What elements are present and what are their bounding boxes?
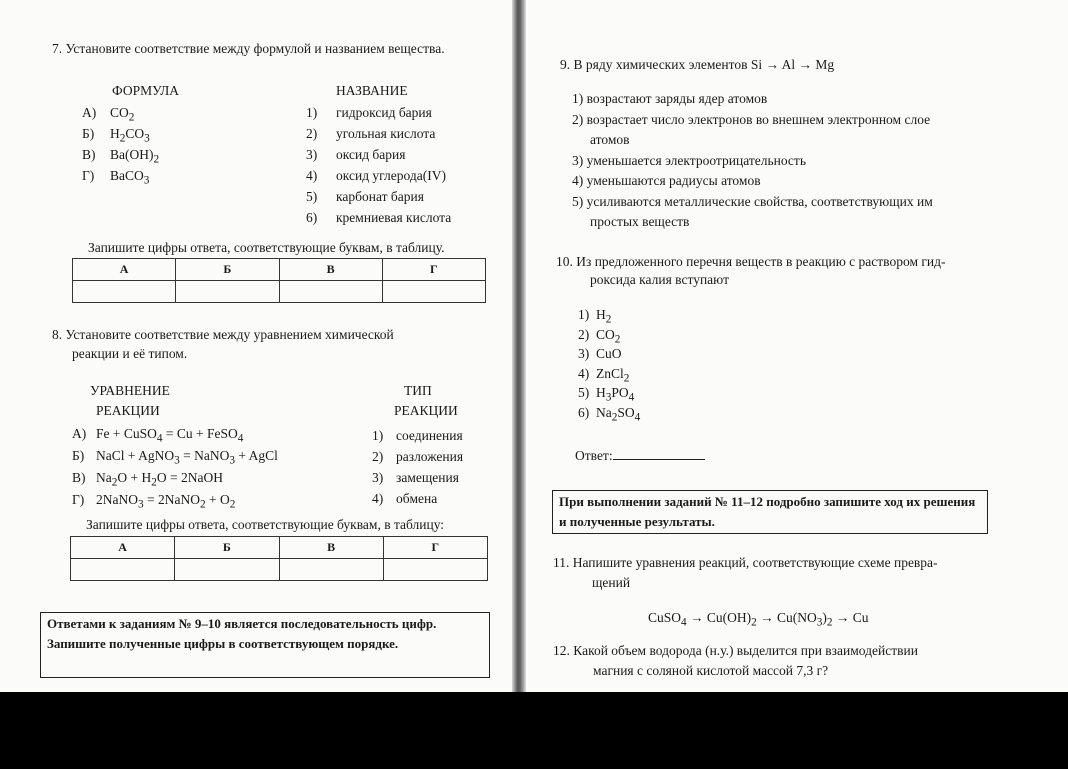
q10-option-formula: CuO xyxy=(596,346,622,361)
q8-answer-cell[interactable] xyxy=(383,559,487,581)
q7-name-number: 3) xyxy=(306,147,318,162)
q7-header-b: Б xyxy=(176,259,279,281)
q8-col-type-2: РЕАКЦИИ xyxy=(394,403,458,418)
q9-option xyxy=(572,193,933,210)
q8-type-number: 3) xyxy=(372,470,384,485)
q10-answer-label: Ответ: xyxy=(575,448,613,463)
q8-equation-text: Fe + CuSO$_4$ = Cu + FeSO$_4$ xyxy=(96,426,244,445)
q7-name-item xyxy=(306,209,451,226)
q10-title-line1: 10. Из предложенного перечня веществ в реакцию с раствором гид- xyxy=(556,254,946,269)
q8-type-number: 4) xyxy=(372,491,384,506)
q10-option-formula: $CO_2$ xyxy=(596,326,621,346)
q10-option-number: 5) xyxy=(578,385,590,400)
q7-instruction: Запишите цифры ответа, соответствующие буквам, в таблицу. xyxy=(88,240,445,255)
q7-name-item xyxy=(306,125,435,142)
q10-option-number: 3) xyxy=(578,346,590,361)
q7-formula-item xyxy=(82,146,159,169)
q7-name-text: карбонат бария xyxy=(336,189,424,204)
q10-answer-line[interactable] xyxy=(613,447,705,460)
q8-answer-cell[interactable] xyxy=(175,559,279,581)
q8-col-equation-2: РЕАКЦИИ xyxy=(96,403,160,418)
q9-option-text: 3) уменьшается электроотрицательность xyxy=(572,152,806,168)
q9-option-text: атомов xyxy=(590,132,630,147)
q9-title: 9. В ряду химических элементов Si → Al → Mg xyxy=(560,57,835,72)
q7-title: 7. Установите соответствие между формулой и названием вещества. xyxy=(52,41,445,56)
q10-option-number: 4) xyxy=(578,365,590,381)
q8-col-equation-1: УРАВНЕНИЕ xyxy=(90,383,170,398)
q7-formula-text: $H_2CO_3$ xyxy=(110,126,150,145)
q8-equation-text: 2NaNO$_3$ = 2NaNO$_2$ + $O_2$ xyxy=(96,492,236,511)
q8-type-text: замещения xyxy=(396,470,459,485)
q8-answer-cell[interactable] xyxy=(279,559,383,581)
q8-header-g: Г xyxy=(383,537,487,559)
q9-option-text: 2) возрастает число электронов во внешнем электронном слое xyxy=(572,111,931,127)
q7-name-text: оксид бария xyxy=(336,147,406,162)
q7-name-item xyxy=(306,167,446,184)
q8-answer-table xyxy=(70,536,488,581)
q8-equation-letter: В) xyxy=(72,470,86,485)
q8-col-type-1: ТИП xyxy=(404,383,432,398)
q7-formula-item xyxy=(82,125,150,148)
q8-header-b: Б xyxy=(175,537,279,559)
q7-answer-cell[interactable] xyxy=(176,281,279,303)
q7-name-number: 1) xyxy=(306,105,318,120)
q11-scheme: CuSO$_4$ → $Cu(OH)_2 \to Cu(NO_3)_2 \to Cu$ xyxy=(648,610,869,629)
q8-answer-cell[interactable] xyxy=(71,559,175,581)
q9-option xyxy=(572,90,767,107)
q7-name-number: 6) xyxy=(306,210,318,225)
q7-formula-text: $CO_2$ xyxy=(110,105,135,124)
q10-option-formula: $H_2$ xyxy=(596,307,612,326)
q8-instruction: Запишите цифры ответа, соответствующие буквам, в таблицу: xyxy=(86,517,445,532)
q9-option xyxy=(572,111,930,128)
q7-header-v: В xyxy=(279,259,382,281)
q9-option-text: 1) возрастают заряды ядер атомов xyxy=(572,91,768,106)
q10-option-number: 1) xyxy=(578,307,590,322)
q8-type-text: разложения xyxy=(396,449,464,464)
q8-equation-text: NaCl + AgNO$_3$ = NaNO$_3$ + AgCl xyxy=(96,448,278,467)
bottom-black-area xyxy=(0,692,1068,769)
q7-formula-text: $Ba(OH)_2$ xyxy=(110,147,160,166)
q7-formula-letter: В) xyxy=(82,147,96,162)
q8-type-item xyxy=(372,469,459,486)
q9-option xyxy=(572,152,806,169)
q8-type-text: обмена xyxy=(396,491,438,506)
q8-type-number: 2) xyxy=(372,449,384,464)
q8-equation-letter: Б) xyxy=(72,448,85,463)
q7-name-text: гидроксид бария xyxy=(336,105,432,120)
q7-formula-item xyxy=(82,167,149,190)
note-box-tasks-9-10: Ответами к заданиям № 9–10 является последовательность цифр. Запишите полученные цифры в соответствующем порядке. xyxy=(40,612,490,678)
q7-answer-table xyxy=(72,258,486,303)
q7-name-text: оксид углерода(IV) xyxy=(336,168,446,183)
q8-type-item xyxy=(372,427,463,444)
q10-option-number: 6) xyxy=(578,404,590,420)
q7-answer-cell[interactable] xyxy=(382,281,485,303)
note-box-tasks-11-12: При выполнении заданий № 11–12 подробно запишите ход их решения и полученные результаты. xyxy=(552,490,988,534)
q7-name-item xyxy=(306,104,432,121)
q9-option-text: 4) уменьшаются радиусы атомов xyxy=(572,173,761,188)
q7-name-item xyxy=(306,188,424,205)
q7-name-number: 2) xyxy=(306,126,318,141)
q9-option xyxy=(572,172,761,189)
q9-option xyxy=(590,213,689,230)
q7-formula-letter: Б) xyxy=(82,126,95,141)
q8-type-number: 1) xyxy=(372,428,384,443)
q9-option-text: 5) усиливаются металлические свойства, соответствующих им xyxy=(572,193,933,209)
q10-option-formula: ZnCl$_2$ xyxy=(596,365,630,385)
q8-title-line2: реакции и её типом. xyxy=(72,346,188,361)
q7-name-text: кремниевая кислота xyxy=(336,210,452,225)
q7-header-g: Г xyxy=(382,259,485,281)
q7-formula-item xyxy=(82,104,134,127)
q8-header-v: В xyxy=(279,537,383,559)
q7-name-text: угольная кислота xyxy=(336,126,436,141)
q11-line1: 11. Напишите уравнения реакций, соответствующие схеме превра- xyxy=(553,555,938,570)
q10-option-number: 2) xyxy=(578,326,590,342)
q8-equation-item xyxy=(72,469,223,492)
q10-option xyxy=(578,404,640,427)
q8-equation-letter: А) xyxy=(72,426,87,441)
q7-answer-cell[interactable] xyxy=(279,281,382,303)
q10-option xyxy=(578,345,622,362)
q7-name-number: 4) xyxy=(306,168,318,183)
q9-option xyxy=(590,131,630,148)
q8-equation-letter: Г) xyxy=(72,492,85,507)
q8-header-a: А xyxy=(71,537,175,559)
q9-option-text: простых веществ xyxy=(590,214,690,229)
q7-name-item xyxy=(306,146,405,163)
q8-type-item xyxy=(372,448,463,465)
q8-type-item xyxy=(372,490,437,507)
q12-line1: 12. Какой объем водорода (н.у.) выделится при взаимодействии xyxy=(553,643,918,658)
q8-type-text: соединения xyxy=(396,428,463,443)
q10-answer xyxy=(575,447,705,464)
q8-title-line1: 8. Установите соответствие между уравнением химической xyxy=(52,327,394,342)
q7-header-a: А xyxy=(73,259,176,281)
q8-equation-item xyxy=(72,425,243,448)
q10-option-formula: $H_3PO_4$ xyxy=(596,385,635,404)
q7-name-number: 5) xyxy=(306,189,318,204)
q8-equation-item xyxy=(72,447,278,470)
q10-title-line2: роксида калия вступают xyxy=(590,272,729,287)
q7-formula-text: BaCO$_3$ xyxy=(110,168,150,187)
q7-answer-cell[interactable] xyxy=(73,281,176,303)
q7-formula-letter: Г) xyxy=(82,168,95,183)
q12-line2: магния с соляной кислотой массой 7,3 г? xyxy=(593,663,829,678)
book-spine xyxy=(512,0,526,692)
q8-equation-item xyxy=(72,491,235,514)
q7-col-name: НАЗВАНИЕ xyxy=(336,83,408,98)
q10-option-formula: $Na_2SO_4$ xyxy=(596,404,641,424)
q7-col-formula: ФОРМУЛА xyxy=(112,83,180,98)
q7-formula-letter: А) xyxy=(82,105,97,120)
q8-equation-text: $Na_2O + H_2O$ = 2NaOH xyxy=(96,470,223,489)
q11-line2: щений xyxy=(592,575,631,590)
